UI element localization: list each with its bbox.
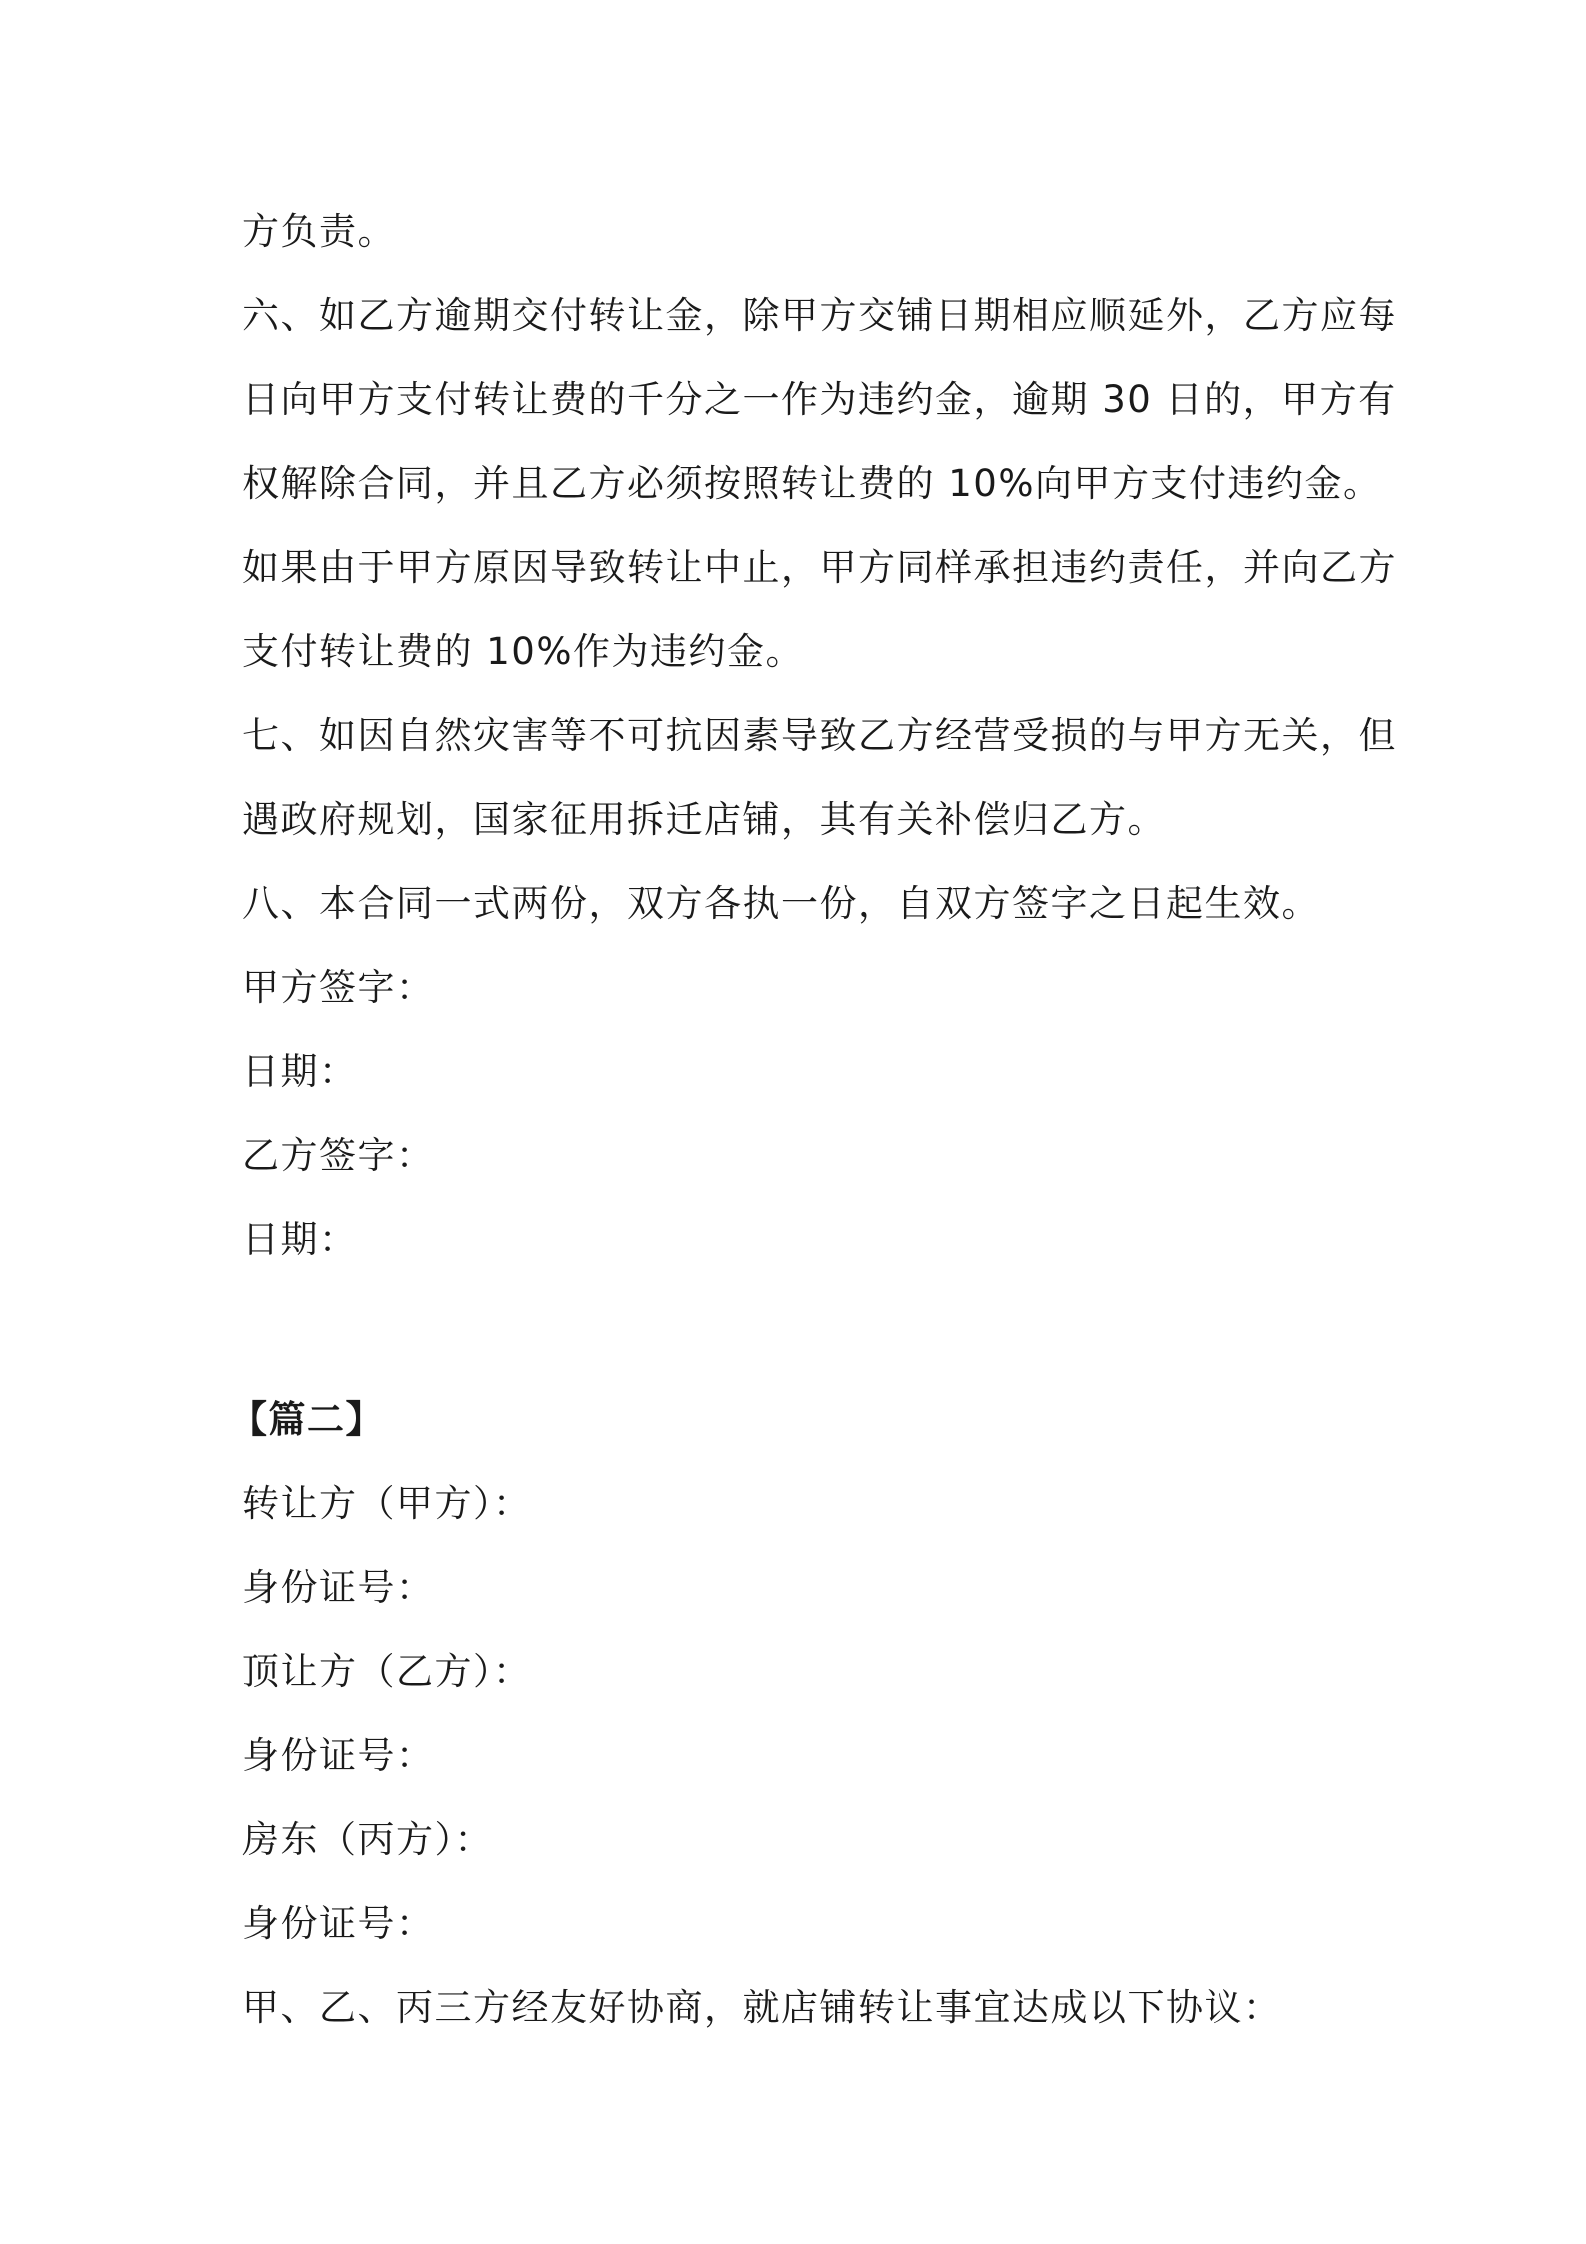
section-spacer bbox=[242, 1282, 1362, 1378]
clause-line: 八、本合同一式两份，双方各执一份，自双方签字之日起生效。 bbox=[242, 882, 1320, 925]
party-b-signature-label: 乙方签字： bbox=[242, 1134, 435, 1177]
clause-line: 权解除合同，并且乙方必须按照转让费的 10%向甲方支付违约金。 bbox=[242, 462, 1382, 505]
section-heading: 【篇二】 bbox=[230, 1398, 384, 1441]
party-b-date-label: 日期： bbox=[242, 1218, 358, 1261]
party-a-date-label: 日期： bbox=[242, 1050, 358, 1093]
transferor-id-label: 身份证号： bbox=[242, 1566, 435, 1609]
clause-line: 六、如乙方逾期交付转让金，除甲方交铺日期相应顺延外，乙方应每 bbox=[242, 294, 1397, 337]
clause-line: 方负责。 bbox=[242, 210, 396, 253]
transferee-label: 顶让方（乙方）： bbox=[242, 1650, 532, 1693]
clause-line: 如果由于甲方原因导致转让中止，甲方同样承担违约责任，并向乙方 bbox=[242, 546, 1397, 589]
landlord-label: 房东（丙方）： bbox=[242, 1818, 493, 1861]
document-page bbox=[230, 190, 1397, 2050]
landlord-id-label: 身份证号： bbox=[242, 1902, 435, 1945]
agreement-intro: 甲、乙、丙三方经友好协商，就店铺转让事宜达成以下协议： bbox=[242, 1986, 1282, 2029]
transferor-label: 转让方（甲方）： bbox=[242, 1482, 532, 1525]
party-a-signature-label: 甲方签字： bbox=[242, 966, 435, 1009]
transferee-id-label: 身份证号： bbox=[242, 1734, 435, 1777]
clause-line: 遇政府规划，国家征用拆迁店铺，其有关补偿归乙方。 bbox=[242, 798, 1166, 841]
clause-line: 七、如因自然灾害等不可抗因素导致乙方经营受损的与甲方无关，但 bbox=[242, 714, 1397, 757]
clause-line: 日向甲方支付转让费的千分之一作为违约金，逾期 30 日的，甲方有 bbox=[242, 378, 1397, 421]
clause-line: 支付转让费的 10%作为违约金。 bbox=[242, 630, 804, 673]
